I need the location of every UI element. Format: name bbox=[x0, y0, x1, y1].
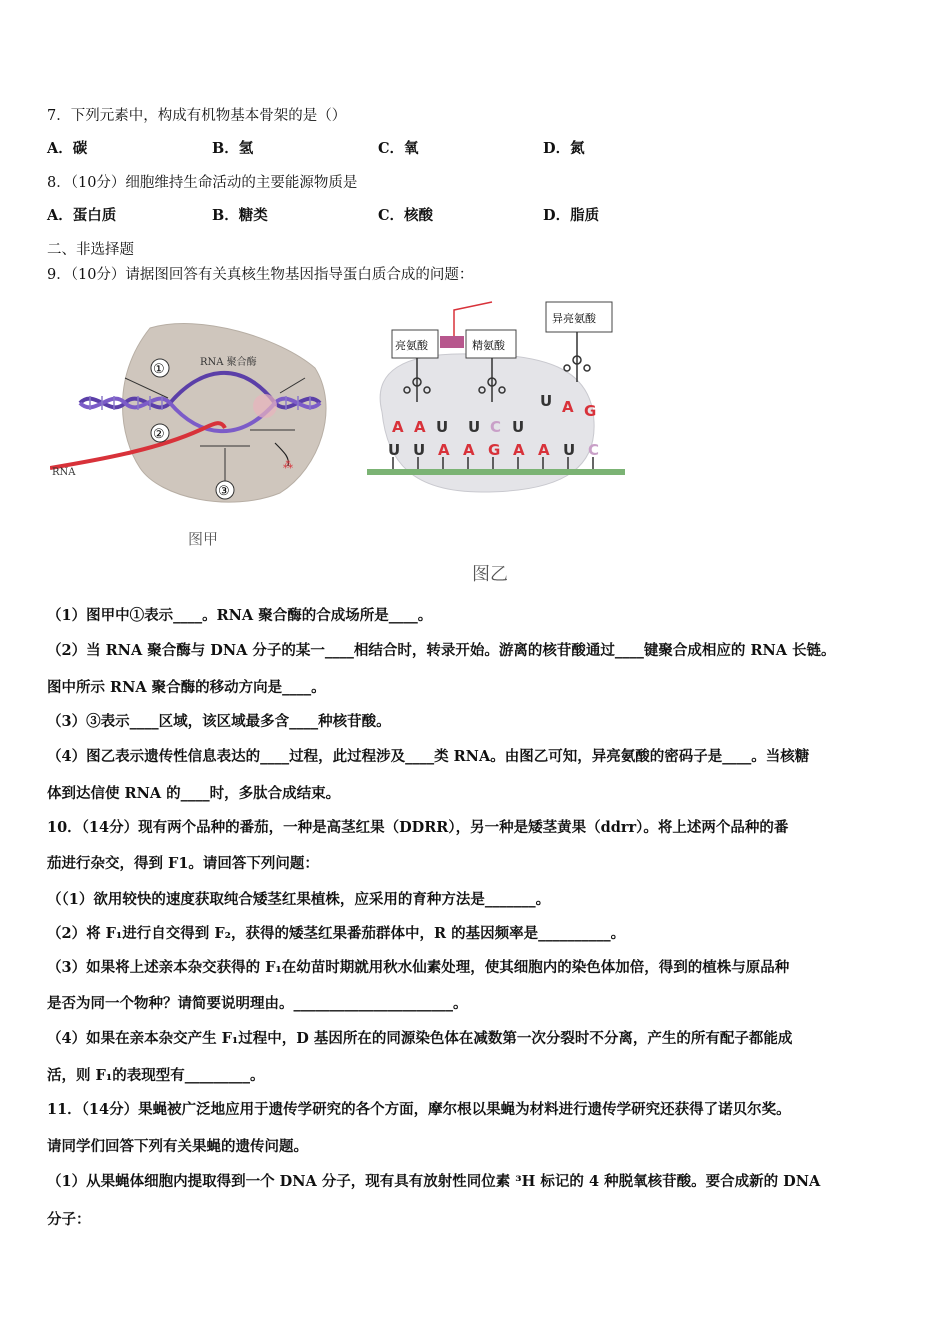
mrna-base: A bbox=[513, 441, 525, 459]
anticodon-m1: U bbox=[468, 418, 481, 436]
svg-text:⁂: ⁂ bbox=[283, 460, 293, 471]
mrna-base: A bbox=[538, 441, 550, 459]
q10-part1: （（1）欲用较快的速度获取纯合矮茎红果植株，应采用的育种方法是_______。 bbox=[47, 891, 551, 908]
mrna-base: U bbox=[413, 441, 426, 459]
label-rna: RNA bbox=[52, 467, 76, 478]
q11-stem-a: 11．（14分）果蝇被广泛地应用于遗传学研究的各个方面，摩尔根以果蝇为材料进行遗传学研究还获得了诺贝尔奖。 bbox=[47, 1101, 791, 1118]
anticodon-l2: A bbox=[414, 418, 426, 436]
q9-part4a: （4）图乙表示遗传性信息表达的____过程，此过程涉及____类 RNA。由图乙可知，异亮氨酸的密码子是____。当核糖 bbox=[47, 748, 810, 765]
marker-2: ② bbox=[153, 427, 165, 442]
q9-part1: （1）图甲中①表示____。RNA 聚合酶的合成场所是____。 bbox=[47, 607, 433, 624]
q10-part3b: 是否为同一个物种？请简要说明理由。______________________。 bbox=[47, 995, 468, 1012]
box-arginine: 精氨酸 bbox=[472, 339, 505, 352]
box-leucine: 亮氨酸 bbox=[395, 339, 428, 352]
anticodon-r1: U bbox=[540, 392, 553, 410]
q11-part1b: 分子： bbox=[47, 1211, 91, 1228]
q7-option-c[interactable]: C．氧 bbox=[378, 140, 419, 157]
q10-part4a: （4）如果在亲本杂交产生 F₁过程中，D 基因所在的同源染色体在减数第一次分裂时不分离，产生的所有配子都能成 bbox=[47, 1030, 793, 1047]
anticodon-r3: G bbox=[584, 402, 597, 420]
anticodon-r2: A bbox=[562, 398, 574, 416]
mrna-base: C bbox=[588, 441, 600, 459]
marker-3: ③ bbox=[218, 484, 230, 499]
q9-part2a: （2）当 RNA 聚合酶与 DNA 分子的某一____相结合时，转录开始。游离的核苷酸通过____键聚合成相应的 RNA 长链。 bbox=[47, 642, 836, 659]
q10-part2: （2）将 F₁进行自交得到 F₂，获得的矮茎红果番茄群体中，R 的基因频率是__________。 bbox=[47, 925, 626, 942]
q10-stem-a: 10．（14分）现有两个品种的番茄，一种是高茎红果（DDRR），另一种是矮茎黄果（ddrr）。将上述两个品种的番 bbox=[47, 819, 789, 836]
mrna-base: U bbox=[388, 441, 401, 459]
caption-fig-b: 图乙 bbox=[472, 564, 508, 585]
q8-stem: 8．（10分）细胞维持生命活动的主要能源物质是 bbox=[47, 175, 358, 191]
mrna-base: A bbox=[463, 441, 475, 459]
anticodon-m2: C bbox=[490, 418, 502, 436]
q11-part1a: （1）从果蝇体细胞内提取得到一个 DNA 分子，现有具有放射性同位素 ³H 标记的 4 种脱氧核苷酸。要合成新的 DNA bbox=[47, 1173, 821, 1190]
q11-stem-b: 请同学们回答下列有关果蝇的遗传问题。 bbox=[47, 1138, 308, 1155]
label-rna-polymerase: RNA 聚合酶 bbox=[200, 357, 257, 368]
q8-option-a[interactable]: A．蛋白质 bbox=[47, 207, 117, 224]
q8-option-b[interactable]: B．糖类 bbox=[212, 207, 268, 224]
caption-fig-a: 图甲 bbox=[188, 530, 219, 548]
q7-option-a[interactable]: A．碳 bbox=[47, 140, 88, 157]
q10-part3a: （3）如果将上述亲本杂交获得的 F₁在幼苗时期就用秋水仙素处理，使其细胞内的染色体加倍，得到的植株与原品种 bbox=[47, 959, 790, 976]
mrna-base: U bbox=[563, 441, 576, 459]
marker-1: ① bbox=[153, 362, 165, 377]
figure-translation bbox=[362, 292, 642, 502]
q9-part4b: 体到达信使 RNA 的____时，多肽合成结束。 bbox=[47, 785, 341, 802]
figure-transcription bbox=[50, 318, 340, 508]
anticodon-l1: A bbox=[392, 418, 404, 436]
q8-option-c[interactable]: C．核酸 bbox=[378, 207, 434, 224]
q7-stem: 7．下列元素中，构成有机物基本骨架的是（） bbox=[47, 108, 347, 124]
q9-part2b: 图中所示 RNA 聚合酶的移动方向是____。 bbox=[47, 679, 326, 696]
q7-option-b[interactable]: B．氢 bbox=[212, 140, 254, 157]
q9-part3: （3）③表示____区域，该区域最多含____种核苷酸。 bbox=[47, 713, 391, 730]
mrna-base: G bbox=[488, 441, 501, 459]
q7-option-d[interactable]: D．氮 bbox=[543, 140, 585, 157]
q8-option-d[interactable]: D．脂质 bbox=[543, 207, 600, 224]
section-heading: 二、非选择题 bbox=[47, 242, 134, 258]
box-isoleucine: 异亮氨酸 bbox=[552, 312, 596, 325]
q10-stem-b: 茄进行杂交，得到 F1。请回答下列问题： bbox=[47, 855, 319, 872]
anticodon-l3: U bbox=[436, 418, 449, 436]
anticodon-m3: U bbox=[512, 418, 525, 436]
q9-stem: 9．（10分）请据图回答有关真核生物基因指导蛋白质合成的问题： bbox=[47, 267, 474, 283]
mrna-base: A bbox=[438, 441, 450, 459]
q10-part4b: 活，则 F₁的表现型有_________。 bbox=[47, 1067, 265, 1084]
